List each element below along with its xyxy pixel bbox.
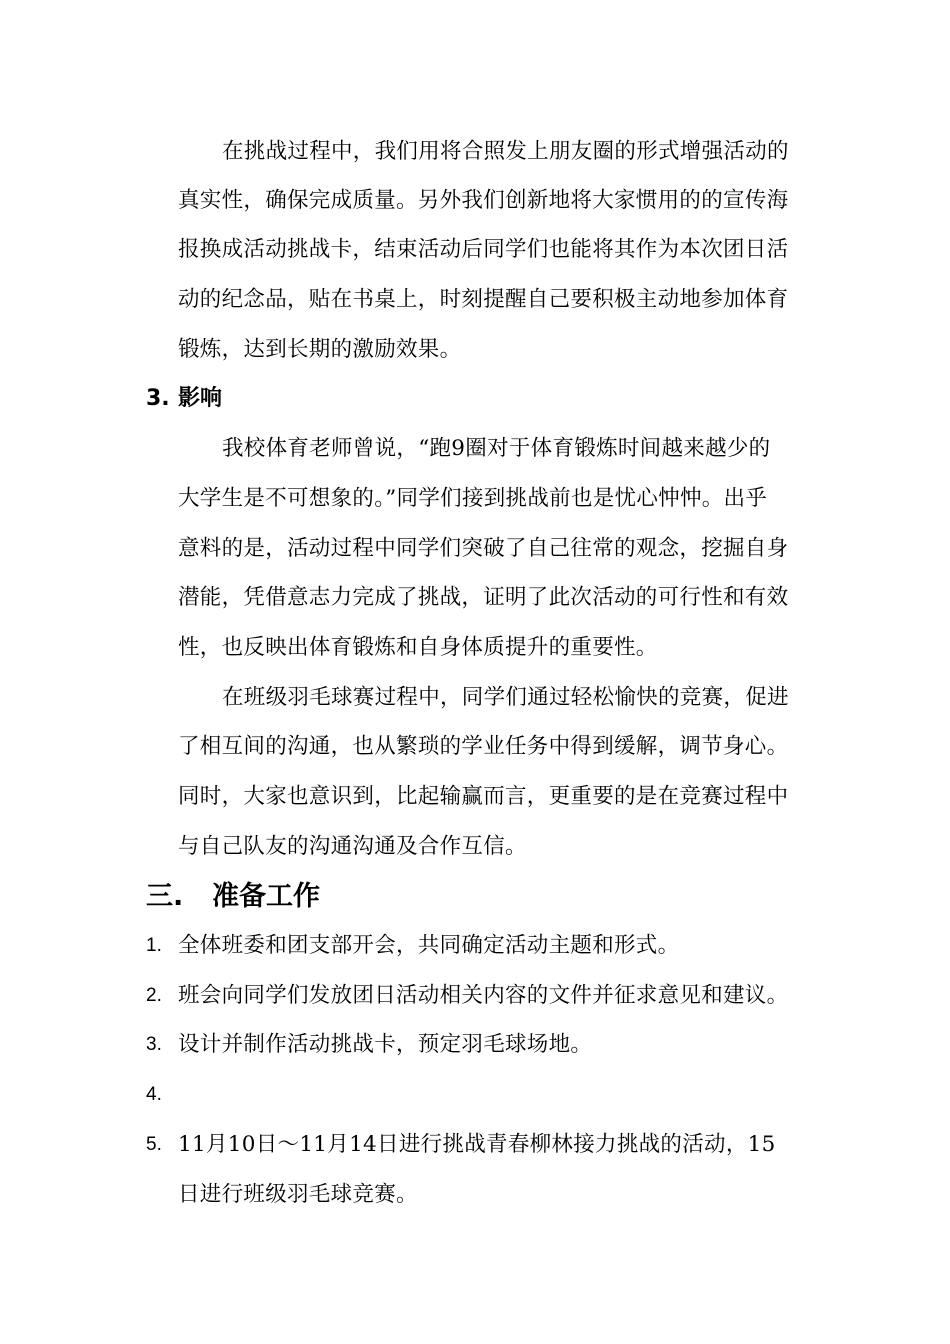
para2-line-3: 意料的是，活动过程中同学们突破了自己往常的观念，挖掘自身: [178, 536, 789, 561]
para2-line-1: 我校体育老师曾说，“跑9圈对于体育锻炼时间越来越少的: [222, 436, 771, 461]
heading-impact-number: 3.: [146, 386, 170, 411]
heading-impact-title: 影响: [178, 386, 223, 411]
para1-line-4: 动的纪念品，贴在书桌上，时刻提醒自己要积极主动地参加体育: [178, 287, 789, 312]
para3-line-2: 了相互间的沟通，也从繁琐的学业任务中得到缓解，调节身心。: [178, 734, 789, 759]
para3-line-3: 同时，大家也意识到，比起输赢而言，更重要的是在竞赛过程中: [178, 784, 789, 809]
para3-line-1: 在班级羽毛球赛过程中，同学们通过轻松愉快的竞赛，促进: [222, 685, 789, 710]
list-item-number: 4.: [146, 1084, 162, 1105]
list-item-continuation: 日进行班级羽毛球竞赛。: [178, 1182, 418, 1207]
section-preparation: [146, 880, 320, 914]
list-item-number: 1.: [146, 935, 162, 956]
section-preparation-number: 三.: [146, 881, 184, 912]
para3-line-4: 与自己队友的沟通沟通及合作互信。: [178, 834, 527, 859]
heading-impact: [146, 385, 222, 413]
para1-line-2: 真实性，确保完成质量。另外我们创新地将大家惯用的的宣传海: [178, 188, 789, 213]
list-item-text: 全体班委和团支部开会，共同确定活动主题和形式。: [178, 933, 680, 958]
list-item-number: 2.: [146, 985, 162, 1006]
para2-line-4: 潜能，凭借意志力完成了挑战，证明了此次活动的可行性和有效: [178, 585, 789, 610]
para2-line-5: 性，也反映出体育锻炼和自身体质提升的重要性。: [178, 635, 658, 660]
list-item-text: 班会向同学们发放团日活动相关内容的文件并征求意见和建议。: [178, 983, 789, 1008]
para2-line-2: 大学生是不可想象的。”同学们接到挑战前也是忧心忡忡。出乎: [178, 486, 768, 511]
section-preparation-title: 准备工作: [212, 881, 320, 912]
list-item-text: 11月10日～11月14日进行挑战青春柳林接力挑战的活动，15: [178, 1132, 776, 1157]
para1-line-5: 锻炼，达到长期的激励效果。: [178, 337, 462, 362]
list-item-number: 5.: [146, 1134, 162, 1155]
para1-line-1: 在挑战过程中，我们用将合照发上朋友圈的形式增强活动的: [222, 139, 789, 164]
list-item-text: 设计并制作活动挑战卡，预定羽毛球场地。: [178, 1032, 593, 1057]
list-item-number: 3.: [146, 1034, 162, 1055]
para1-line-3: 报换成活动挑战卡，结束活动后同学们也能将其作为本次团日活: [178, 237, 789, 262]
